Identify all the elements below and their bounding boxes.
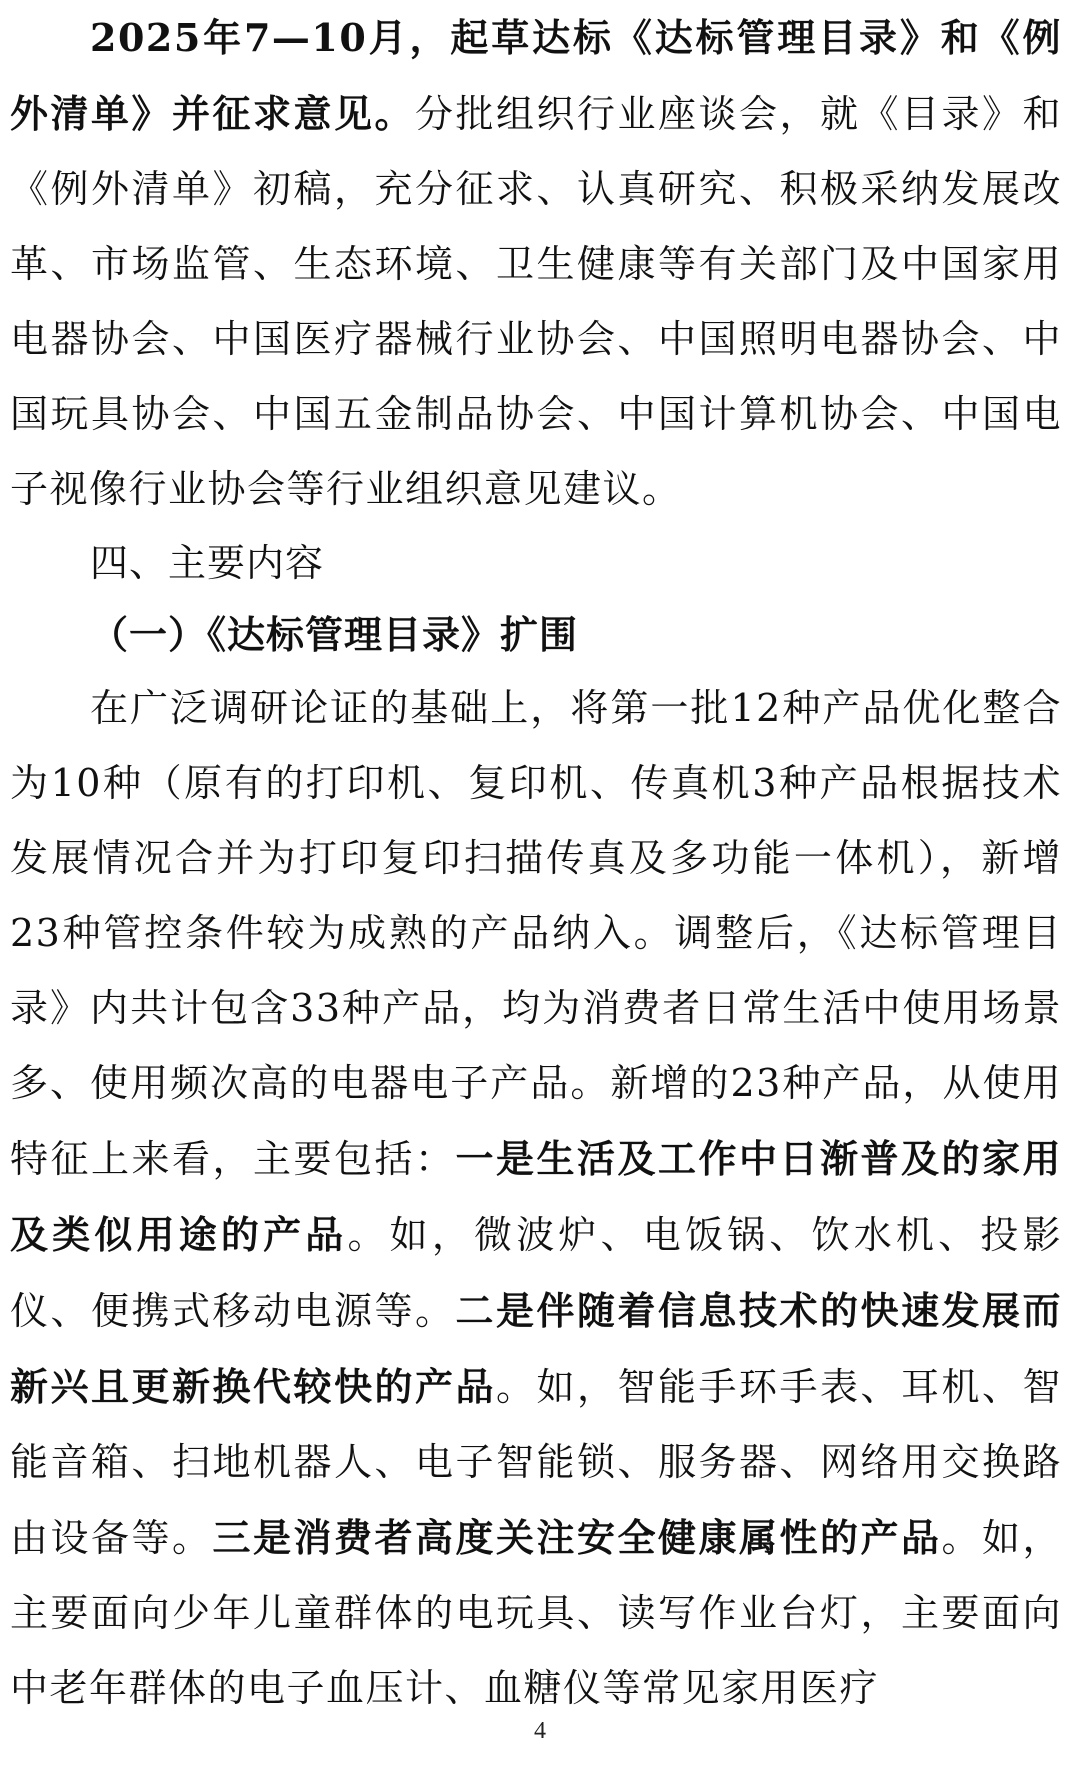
paragraph-lead-bold: 2025年7—10月，起草达标《达标管理目录》和《例外清单》并征求意见。 bbox=[10, 15, 1062, 136]
paragraph-text-2: 。如，微波炉、电饭锅、饮水机、投影仪、便携式移动电源等。 bbox=[10, 1213, 1062, 1333]
paragraph-text-4: 。如，主要面向少年儿童群体的电玩具、读写作业台灯，主要面向中老年群体的电子血压计、血糖仪等常见家用医疗 bbox=[10, 1516, 1062, 1710]
paragraph-drafting-timeline bbox=[10, 0, 1062, 527]
section-heading: 四、主要内容 bbox=[90, 541, 325, 585]
paragraph-catalog-expansion bbox=[10, 671, 1062, 1726]
subsection-heading: （一）《达标管理目录》扩围 bbox=[90, 612, 579, 657]
bold-point-2: 二是伴随着信息技术的快速发展而新兴且更新换代较快的产品 bbox=[10, 1288, 1062, 1409]
paragraph-body: 分批组织行业座谈会，就《目录》和《例外清单》初稿，充分征求、认真研究、积极采纳发展改革、市场监管、生态环境、卫生健康等有关部门及中国家用电器协会、中国医疗器械行业协会、中国照明电器协会、中国玩具协会、中国五金制品协会、中国计算机协会、中国电子视像行业协会等行业组织意见建议。 bbox=[10, 92, 1062, 511]
bold-point-1: 一是生活及工作中日渐普及的家用及类似用途的产品 bbox=[10, 1136, 1062, 1257]
page-number: 4 bbox=[534, 1718, 546, 1744]
paragraph-text-1: 在广泛调研论证的基础上，将第一批12种产品优化整合为10种（原有的打印机、复印机、传真机3种产品根据技术发展情况合并为打印复印扫描传真及多功能一体机），新增23种管控条件较为成熟的产品纳入。调整后，《达标管理目录》内共计包含33种产品，均为消费者日常生活中使用场景多、使用频次高的电器电子产品。新增的23种产品，从使用特征上来看，主要包括： bbox=[10, 686, 1062, 1181]
bold-point-3: 三是消费者高度关注安全健康属性的产品 bbox=[212, 1515, 942, 1560]
paragraph-text-3: 。如，智能手环手表、耳机、智能音箱、扫地机器人、电子智能锁、服务器、网络用交换路由设备等。 bbox=[10, 1365, 1062, 1560]
